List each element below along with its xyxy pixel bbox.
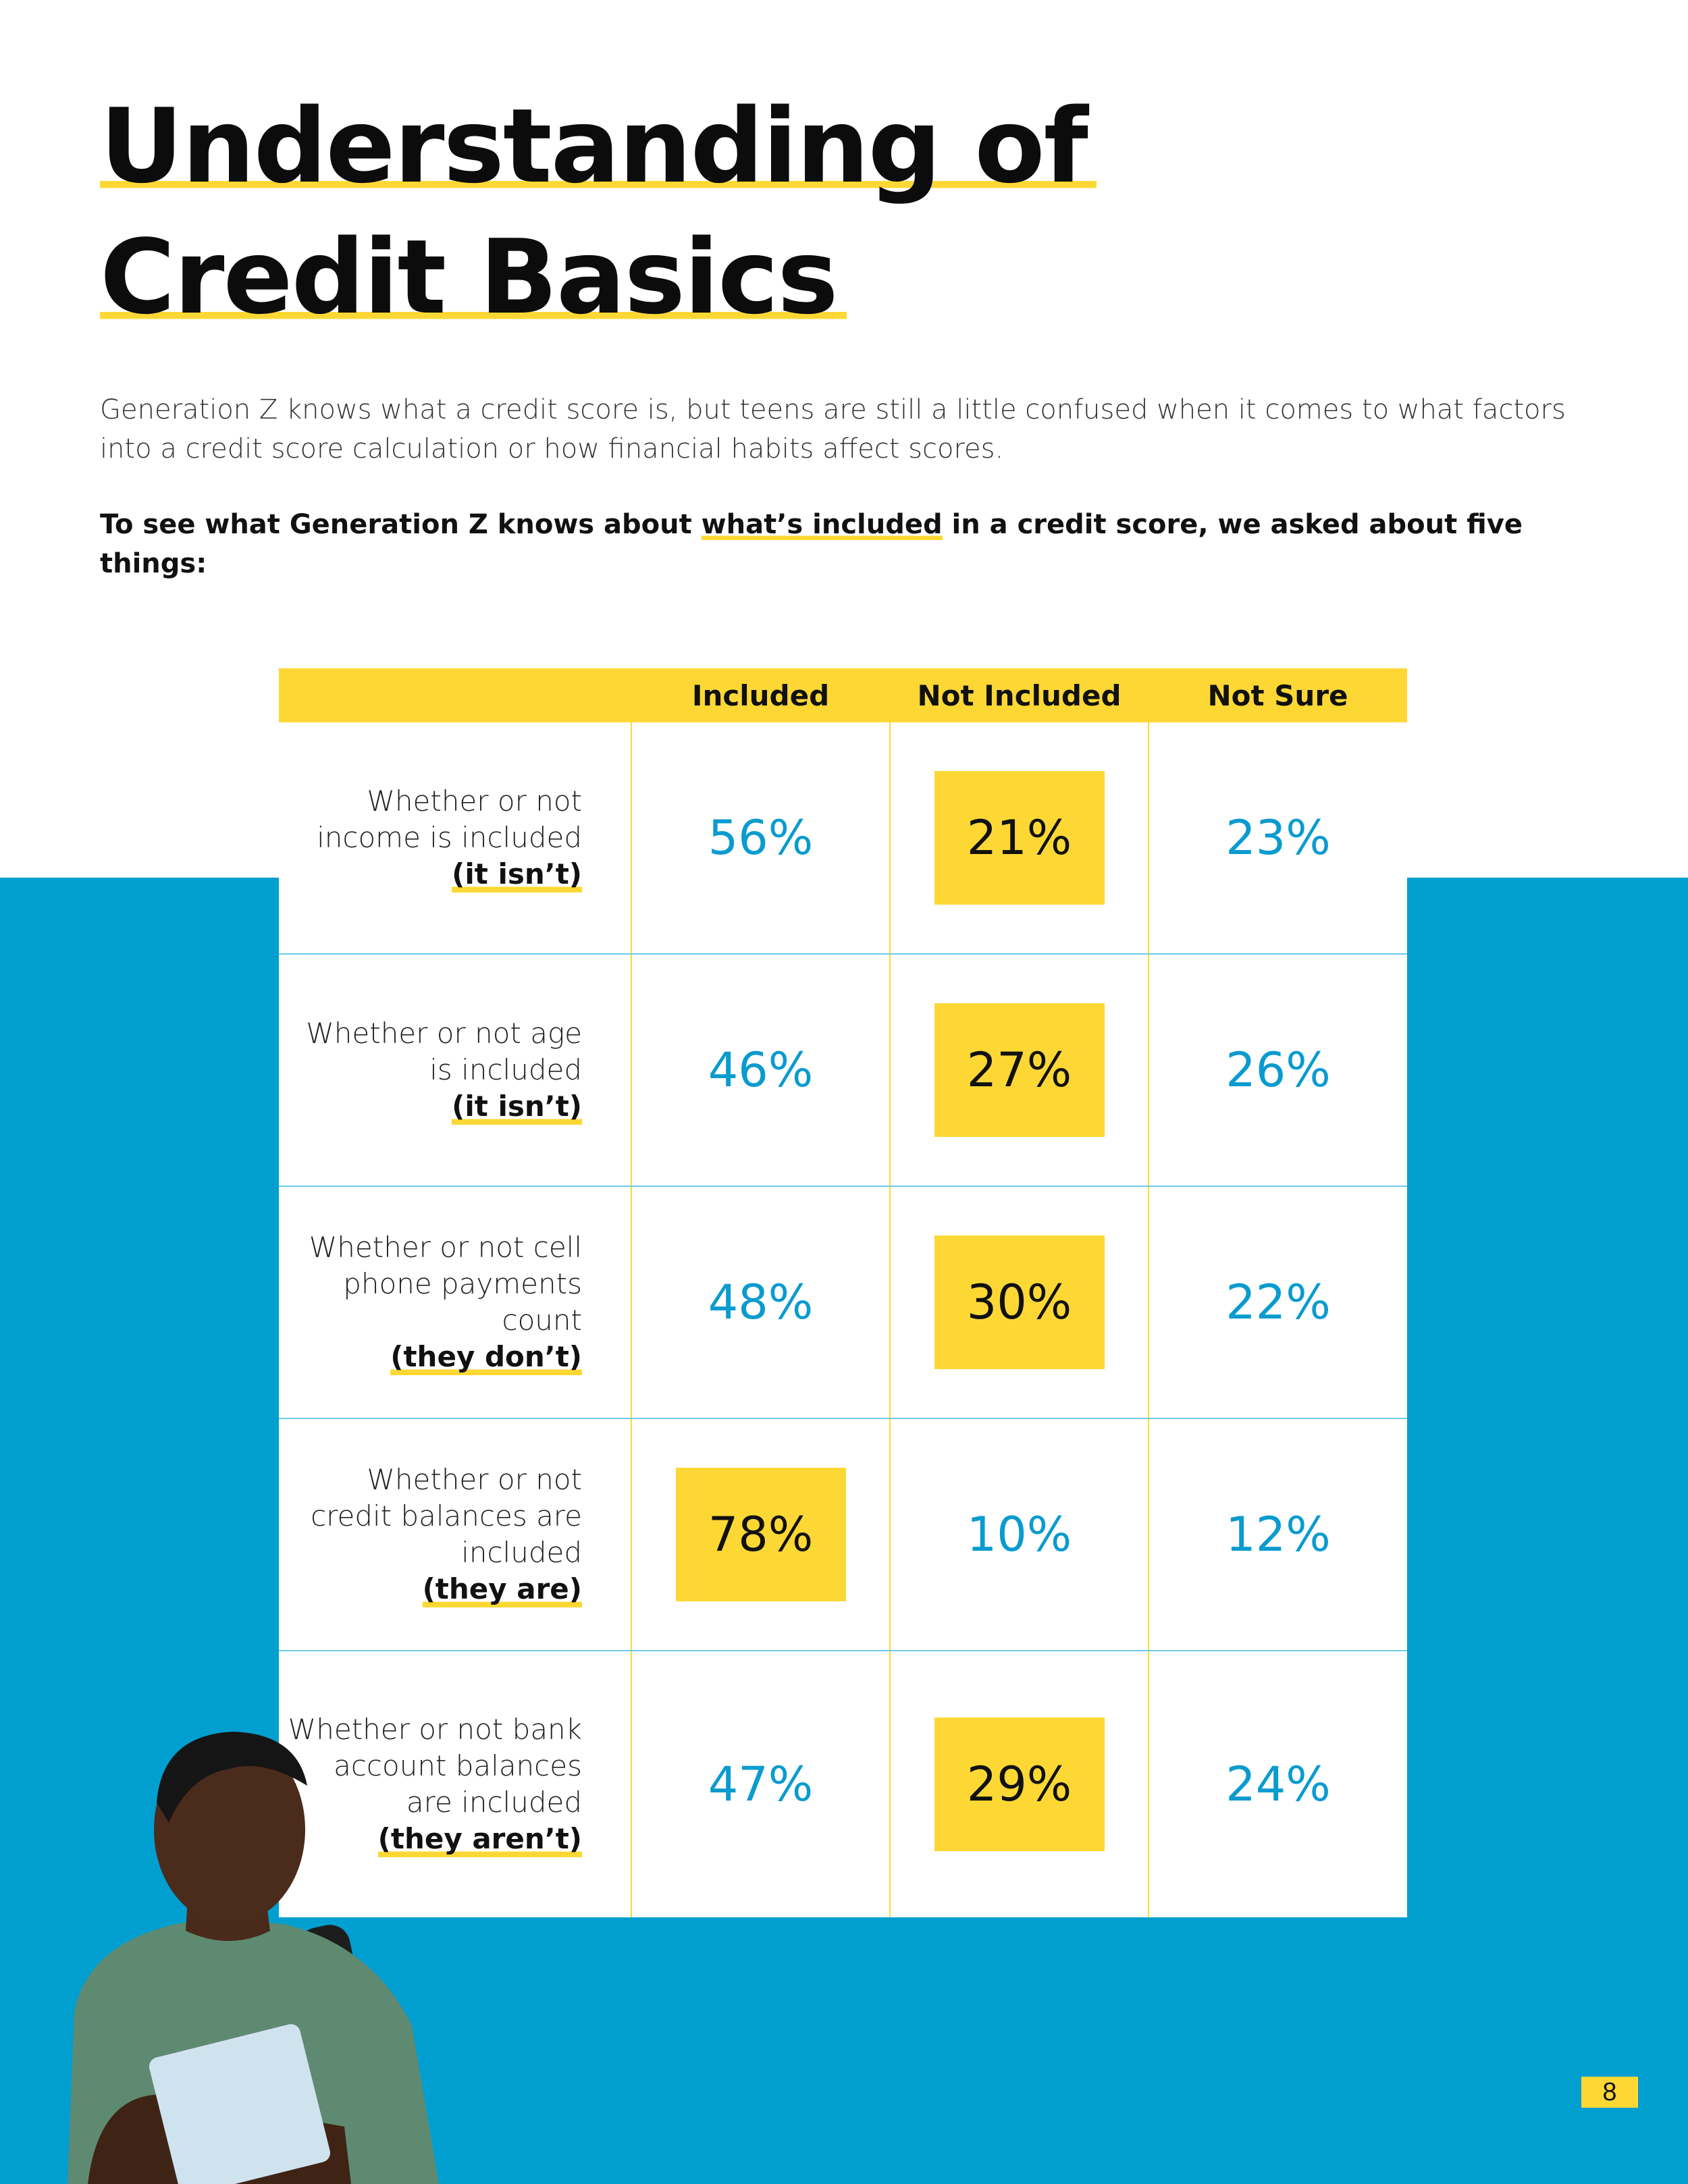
question-text: Whether or not age is included — [306, 1017, 582, 1086]
table-row — [279, 954, 1407, 1186]
cell-not-included — [890, 1186, 1149, 1418]
lead-text-after: in a credit score, we asked about five things: — [100, 509, 1523, 579]
table-row — [279, 1418, 1407, 1651]
header-not-included: Not Included — [890, 668, 1149, 722]
row-label — [279, 1186, 631, 1418]
lead-highlight: what’s included — [701, 509, 943, 540]
cell-not-sure — [1149, 1651, 1407, 1917]
percent-value: 48% — [708, 1275, 814, 1330]
cell-included — [631, 954, 890, 1186]
table-row — [279, 722, 1407, 954]
percent-value: 10% — [966, 1507, 1072, 1562]
cell-included — [631, 1186, 890, 1418]
question-text: Whether or not bank account balances are included — [288, 1713, 582, 1819]
lead-text-before: To see what Generation Z knows about — [100, 509, 702, 540]
percent-value: 46% — [708, 1042, 814, 1098]
header-not-sure: Not Sure — [1149, 668, 1407, 722]
header-included: Included — [631, 668, 890, 722]
cell-not-sure — [1149, 1418, 1407, 1651]
question-text: Whether or not income is included — [317, 784, 582, 854]
percent-value-correct: 30% — [934, 1235, 1105, 1369]
question-text: Whether or not credit balances are included — [311, 1463, 582, 1569]
answer-text: (it isn’t) — [452, 856, 582, 893]
lead-paragraph — [100, 505, 1619, 583]
title-line-1: Understanding of — [100, 81, 1097, 212]
cell-not-sure — [1149, 954, 1407, 1186]
percent-value-correct: 29% — [934, 1717, 1105, 1851]
page-number: 8 — [1581, 2077, 1638, 2108]
page-title — [100, 81, 1097, 343]
cell-included — [631, 1418, 890, 1651]
title-line-2: Credit Basics — [100, 212, 1097, 343]
percent-value-correct: 27% — [934, 1003, 1105, 1137]
cell-not-included — [890, 1651, 1149, 1917]
header-blank — [279, 668, 631, 722]
percent-value-correct: 21% — [934, 771, 1105, 905]
percent-value: 24% — [1225, 1757, 1331, 1812]
cell-not-included — [890, 1418, 1149, 1651]
answer-text: (they don’t) — [390, 1339, 582, 1375]
percent-value: 47% — [708, 1757, 814, 1812]
percent-value-correct: 78% — [676, 1468, 846, 1601]
row-label — [279, 722, 631, 954]
row-label — [279, 954, 631, 1186]
table-row — [279, 1186, 1407, 1418]
answer-text: (they aren’t) — [378, 1821, 582, 1857]
cell-not-included — [890, 722, 1149, 954]
percent-value: 22% — [1225, 1275, 1331, 1330]
student-photo — [61, 1722, 587, 2184]
percent-value: 56% — [708, 810, 814, 865]
answer-text: (they are) — [423, 1571, 582, 1607]
answer-text: (it isn’t) — [452, 1088, 582, 1125]
cell-included — [631, 722, 890, 954]
cell-not-included — [890, 954, 1149, 1186]
row-label — [279, 1418, 631, 1651]
percent-value: 26% — [1225, 1042, 1331, 1098]
cell-not-sure — [1149, 1186, 1407, 1418]
table-header-row — [279, 668, 1407, 722]
intro-paragraph: Generation Z knows what a credit score is, but teens are still a little confused when it comes to what factors into a credit score calculation or how financial habits affect scores. — [100, 394, 1566, 464]
percent-value: 23% — [1225, 810, 1331, 865]
question-text: Whether or not cell phone payments count — [309, 1231, 582, 1337]
cell-included — [631, 1651, 890, 1917]
percent-value: 12% — [1225, 1507, 1331, 1562]
cell-not-sure — [1149, 722, 1407, 954]
